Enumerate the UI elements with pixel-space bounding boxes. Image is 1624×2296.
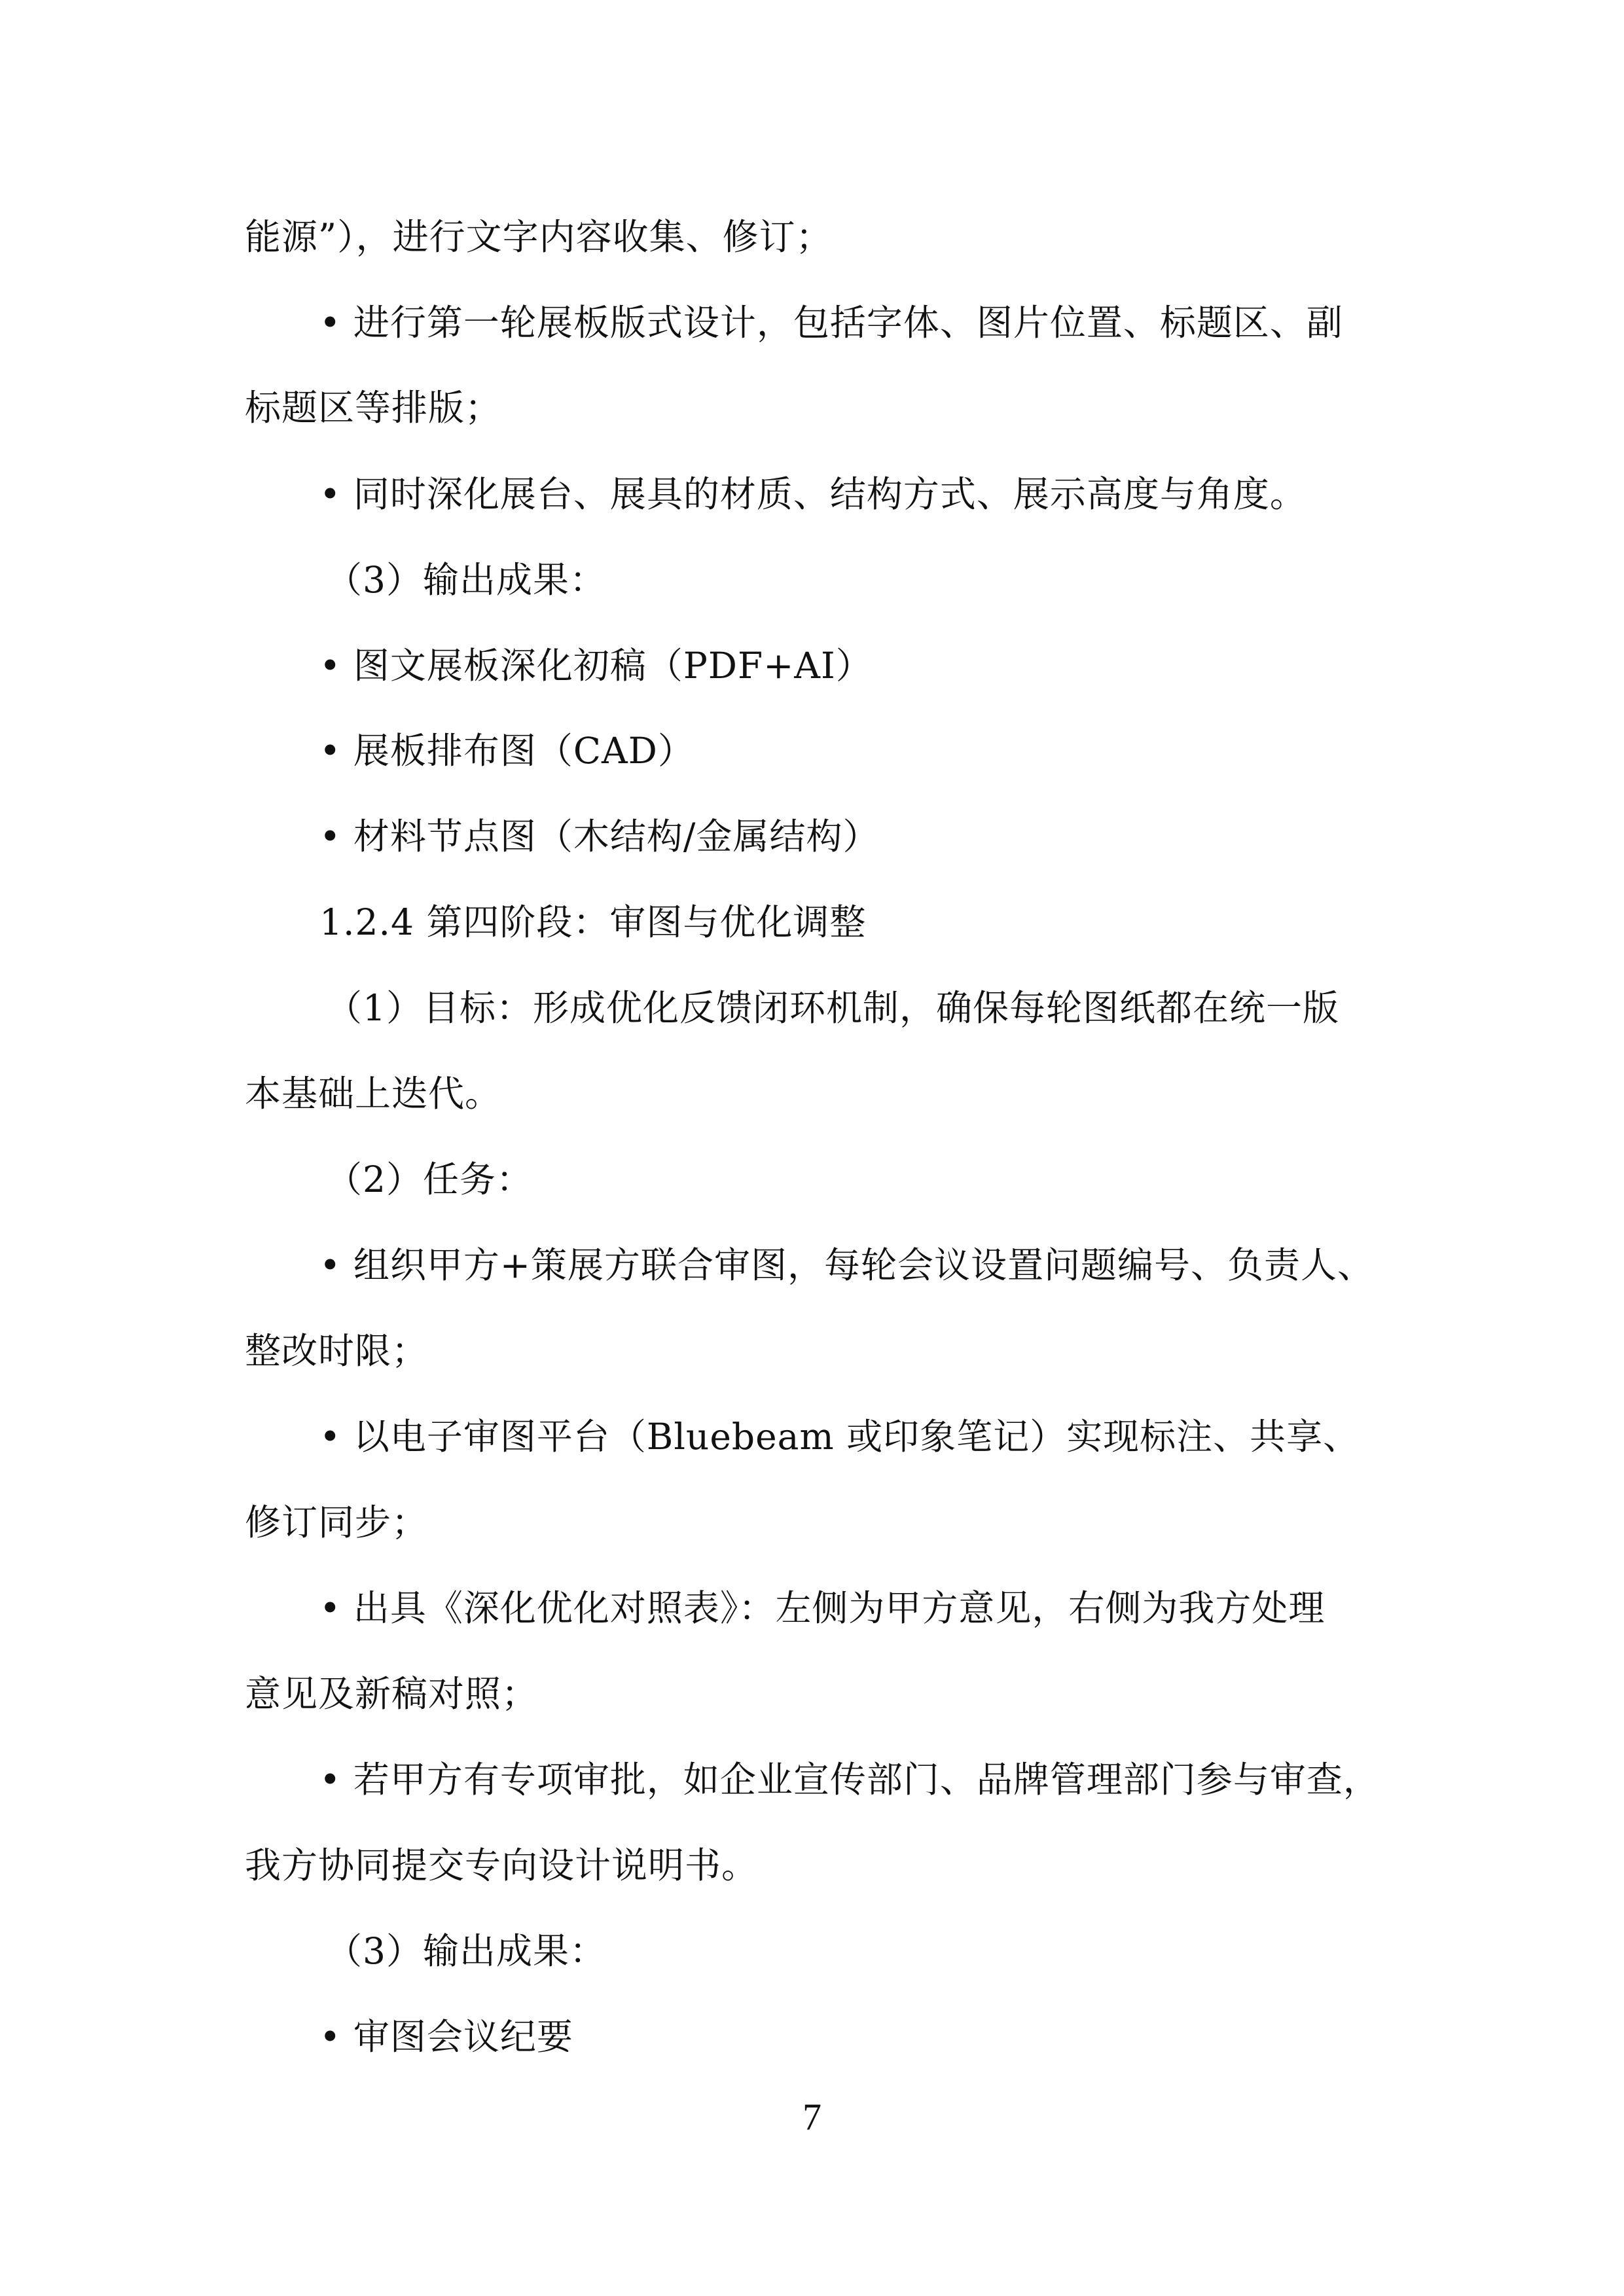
bullet-item: • 同时深化展台、展具的材质、结构方式、展示高度与角度。 [319,473,1307,515]
bullet-item: • 图文展板深化初稿（PDF+AI） [319,645,873,687]
section-heading: （3）输出成果： [326,559,606,601]
paragraph-line: 能源”），进行文字内容收集、修订； [245,216,833,258]
page-number: 7 [803,2096,821,2138]
paragraph-line: 修订同步； [245,1501,429,1543]
bullet-item: • 审图会议纪要 [319,2016,573,2058]
bullet-item: • 组织甲方+策展方联合审图，每轮会议设置问题编号、负责人、 [319,1244,1375,1286]
paragraph-line: 标题区等排版； [245,387,502,429]
bullet-item: • 进行第一轮展板版式设计，包括字体、图片位置、标题区、副 [319,302,1343,344]
paragraph-line: 意见及新稿对照； [245,1673,539,1715]
paragraph-line: 整改时限； [245,1330,429,1372]
paragraph-line: 我方协同提交专向设计说明书。 [245,1844,759,1886]
paragraph-line: （1）目标：形成优化反馈闭环机制，确保每轮图纸都在统一版 [326,987,1339,1029]
bullet-item: • 以电子审图平台（Bluebeam 或印象笔记）实现标注、共享、 [319,1416,1360,1458]
subsection-title: 1.2.4 第四阶段：审图与优化调整 [319,901,867,943]
section-heading: （3）输出成果： [326,1930,606,1972]
bullet-item: • 展板排布图（CAD） [319,730,695,772]
bullet-item: • 材料节点图（木结构/金属结构） [319,816,880,857]
bullet-item: • 若甲方有专项审批，如企业宣传部门、品牌管理部门参与审查， [319,1759,1380,1801]
bullet-item: • 出具《深化优化对照表》：左侧为甲方意见，右侧为我方处理 [319,1587,1326,1629]
section-heading: （2）任务： [326,1158,533,1200]
paragraph-line: 本基础上迭代。 [245,1073,502,1115]
